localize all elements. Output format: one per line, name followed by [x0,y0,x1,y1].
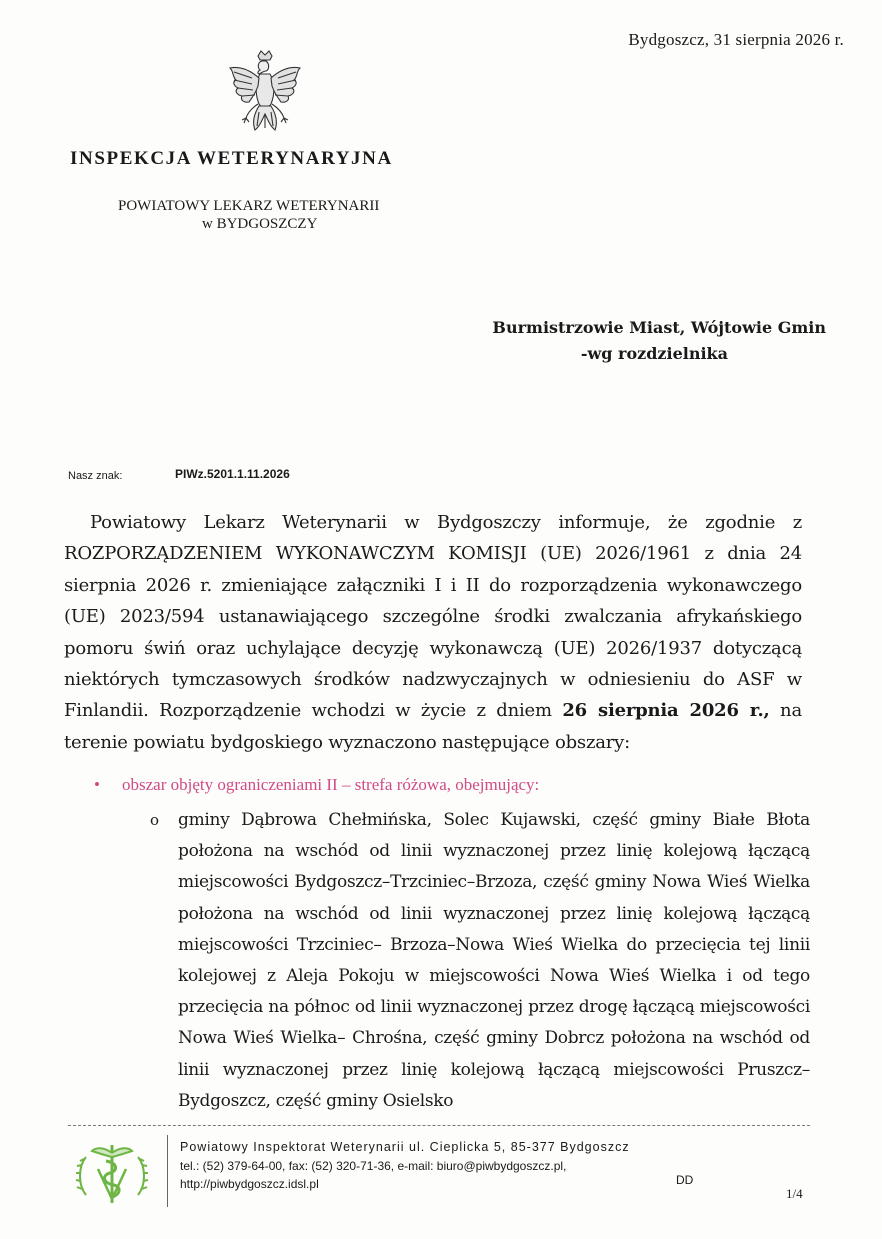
zone-subitem-text: gminy Dąbrowa Chełmińska, Solec Kujawski, część gminy Białe Błota położona na wschód od linii wyznaczonej przez linię kolejową łączącą miejscowości Bydgoszcz–Trzciniec–Brzoza, część gminy Nowa Wieś Wielka położona na wschód od linii wyznaczonej przez linię kolejową łączącą miejscowości Trzciniec– Brzoza–Nowa Wieś Wielka do przecięcia tej linii kolejowej z Aleja Pokoju w miejscowości Nowa Wieś Wielka i od tego przecięcia na północ od linii wyznaczonej przez drogę łączącą miejscowości Nowa Wieś Wielka– Chrośna, część gminy Dobrcz położona na wschód od linii wyznaczonej przez linię kolejową łączącą miejscowości Pruszcz–Bydgoszcz, część gminy Osielsko [178,810,810,1111]
office-name-line2: w BYDGOSZCZY [202,216,318,232]
recipient-line1: Burmistrzowie Miast, Wójtowie Gmin [492,318,826,337]
recipient-line2: -wg rozdzielnika [580,344,728,363]
zone-subitem [150,805,810,1117]
footer-contact: tel.: (52) 379-64-00, fax: (52) 320-71-36, e-mail: biuro@piwbydgoszcz.pl, [180,1159,567,1173]
office-name-line1: POWIATOWY LEKARZ WETERYNARII [118,198,380,214]
zone-title: obszar objęty ograniczeniami II – strefa różowa, obejmujący: [122,775,540,794]
bullet-icon: • [94,775,100,794]
footer-divider [68,1125,810,1126]
veterinary-caduceus-logo-icon [72,1133,152,1213]
body-intro: Powiatowy Lekarz Weterynarii w Bydgoszczy informuje, że zgodnie z ROZPORZĄDZENIEM WYKONAWCZYM KOMISJI (UE) 2026/1961 z dnia 24 sierpnia 2026 r. zmieniające załączniki I i II do rozporządzenia wykonawczego (UE) 2023/594 ustanawiającego szczególne środki zwalczania afrykańskiego pomoru świń oraz uchylające decyzję wykonawczą (UE) 2026/1937 dotyczącą niektórych tymczasowych środków nadzwyczajnych w odniesieniu do ASF w Finlandii. Rozporządzenie wchodzi w życie z dniem [64,512,802,722]
author-initials: DD [676,1173,694,1187]
body-outro: na terenie powiatu bydgoskiego wyznaczono następujące obszary: [64,700,802,753]
page-number: 1/4 [786,1186,803,1201]
zone-heading [94,775,539,795]
effective-date: 26 sierpnia 2026 r., [562,700,770,722]
polish-eagle-emblem-icon [222,48,308,140]
institution-name: INSPEKCJA WETERYNARYJNA [70,148,393,169]
footer-vertical-rule [167,1135,168,1207]
footer-address: Powiatowy Inspektorat Weterynarii ul. Cieplicka 5, 85-377 Bydgoszcz [180,1140,630,1154]
document-date: Bydgoszcz, 31 sierpnia 2026 r. [628,30,844,49]
body-paragraph [64,507,802,758]
circle-bullet-icon: o [150,811,159,829]
reference-label: Nasz znak: [68,470,123,482]
reference-number: PIWz.5201.1.11.2026 [175,467,290,481]
footer-website: http://piwbydgoszcz.idsl.pl [180,1177,319,1191]
